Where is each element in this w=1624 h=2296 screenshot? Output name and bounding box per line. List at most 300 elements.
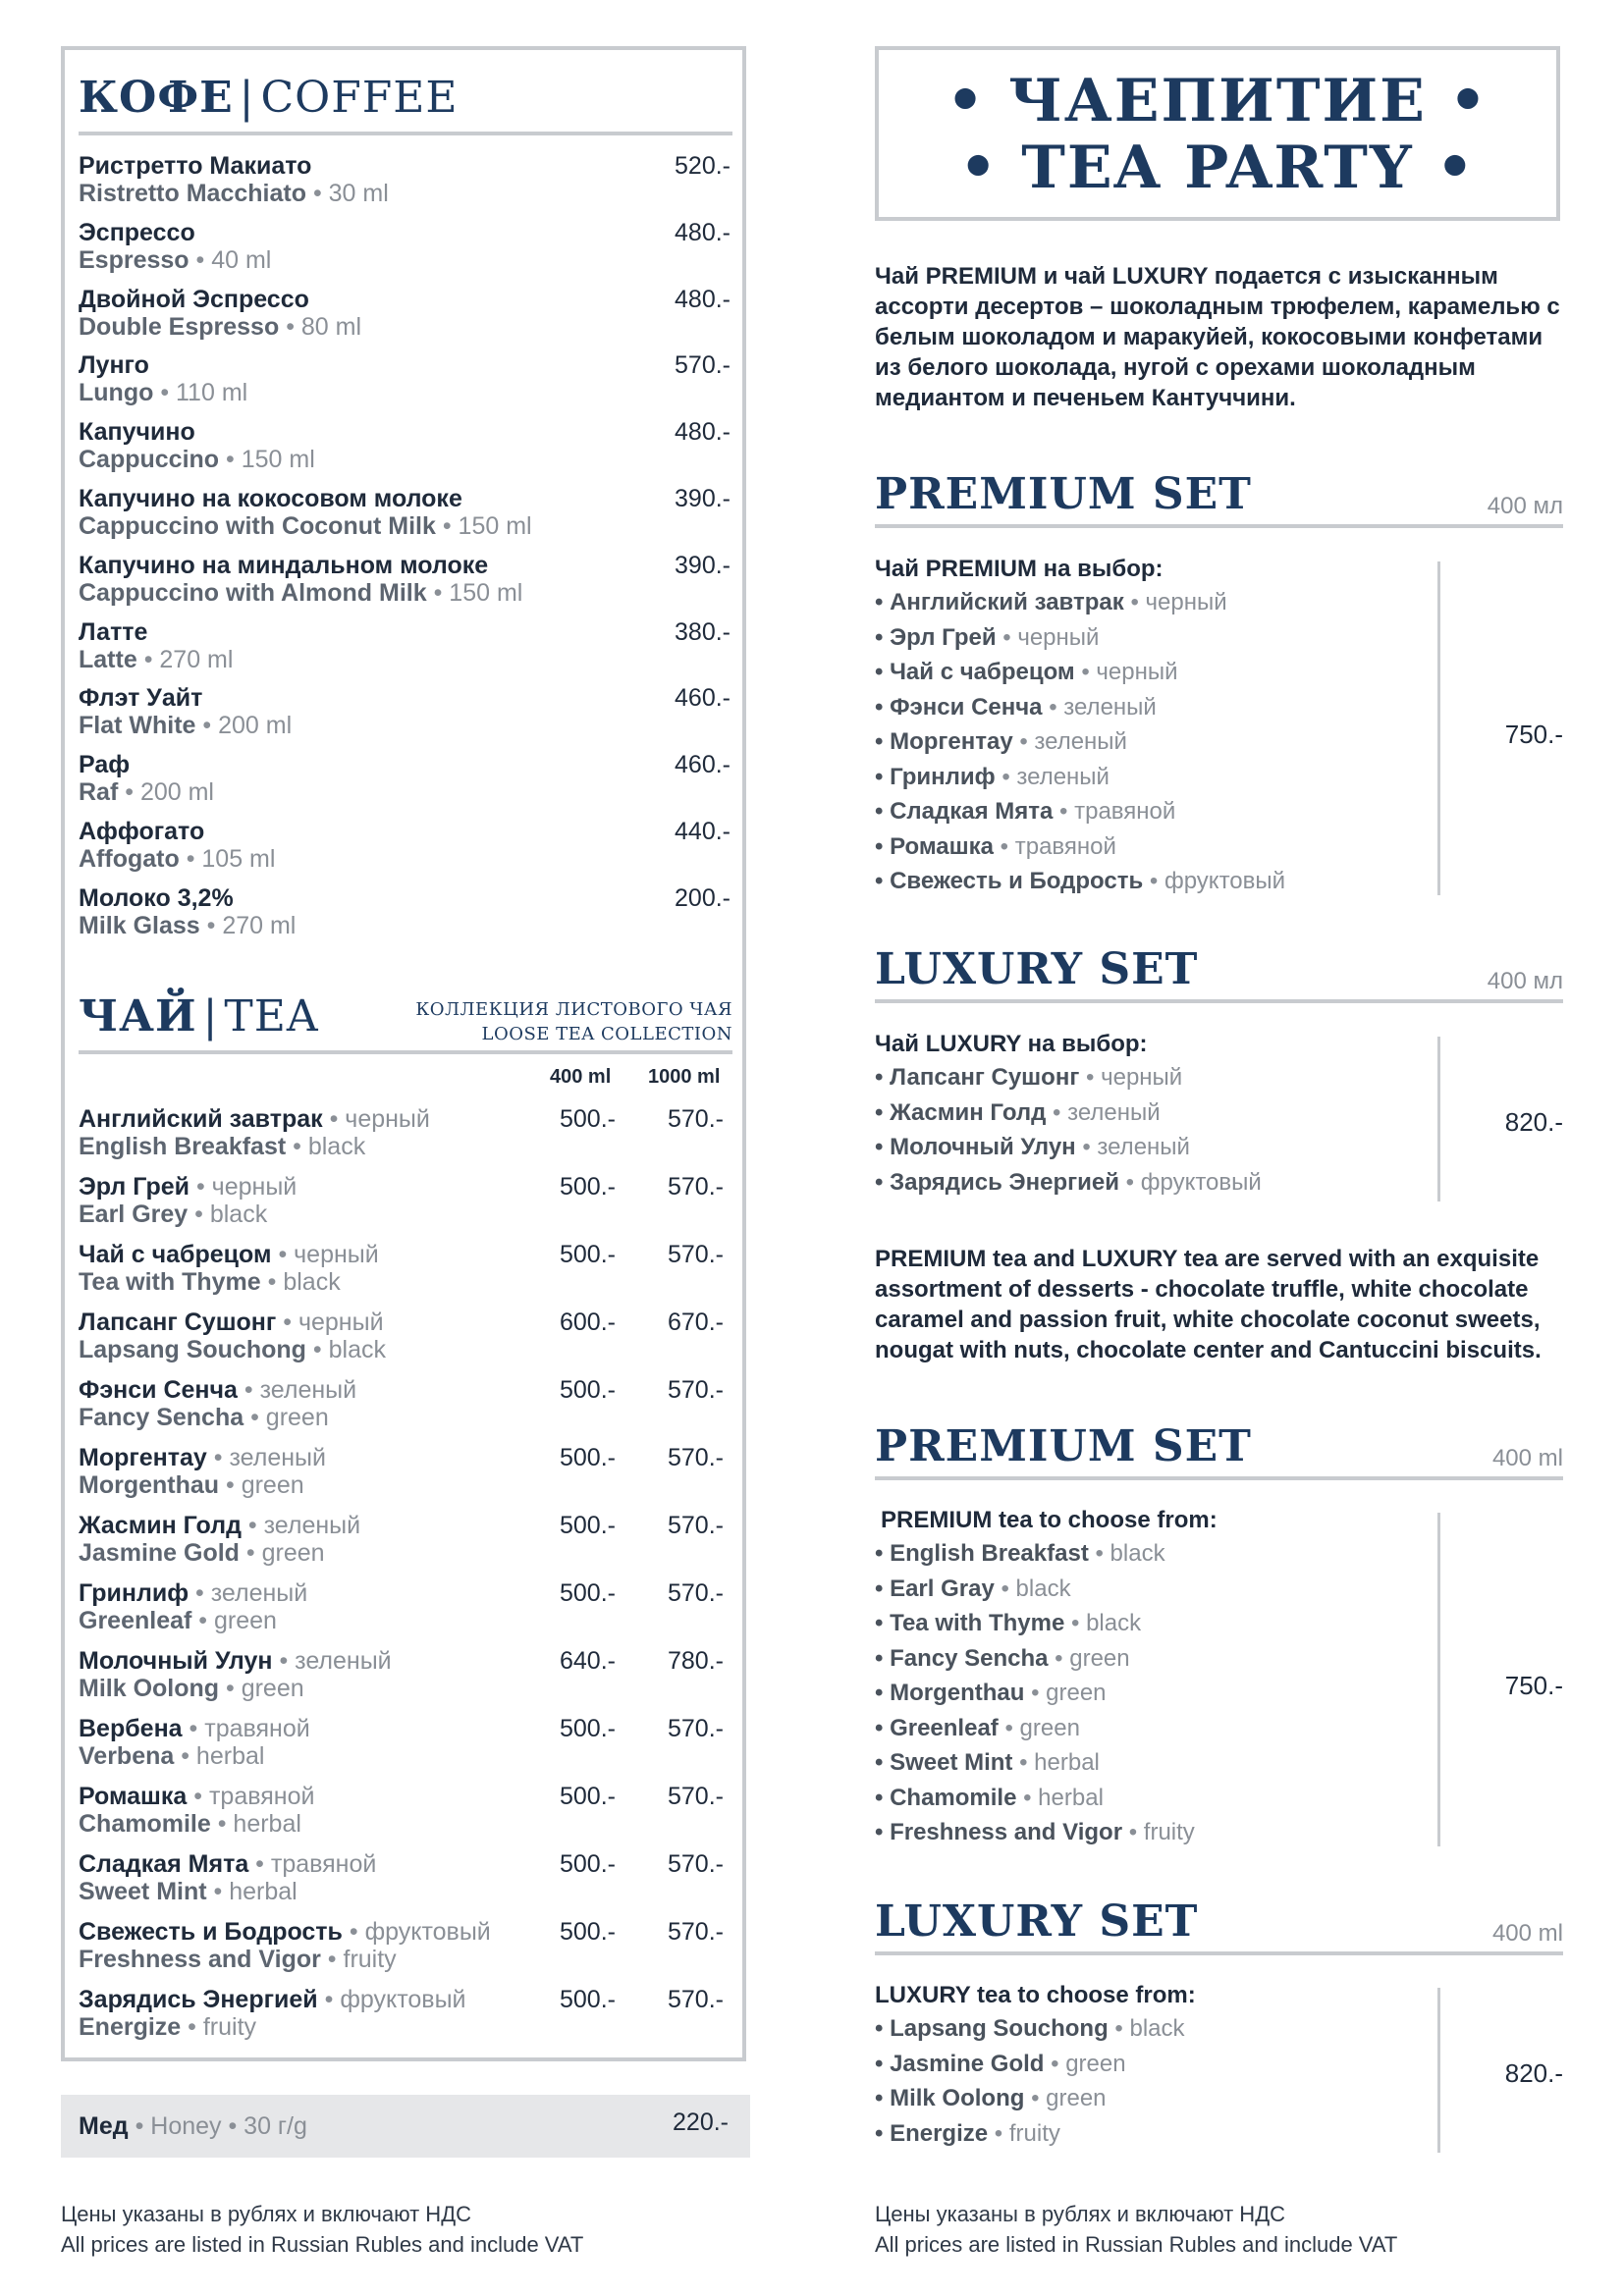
tea-item-ru <box>79 1647 392 1676</box>
coffee-item-price: 390.- <box>675 485 731 512</box>
honey-row <box>61 2095 750 2158</box>
tea-item-en-kind: • green <box>226 1471 304 1499</box>
coffee-item-en <box>79 579 522 608</box>
coffee-item-en-name: Cappuccino <box>79 446 220 473</box>
set-option-kind: • черный <box>1081 659 1178 685</box>
tea-item-price-400: 500.- <box>560 1715 616 1742</box>
set-option-name: • Фэнси Сенча <box>875 694 1043 721</box>
tea-item-ru-kind: • фруктовый <box>324 1986 466 2013</box>
coffee-item-ru: Эспрессо <box>79 219 195 246</box>
tea-item <box>79 1105 731 1172</box>
tea-item <box>79 1241 731 1308</box>
set-option-kind: • травяной <box>1059 798 1176 825</box>
coffee-item-price: 480.- <box>675 418 731 446</box>
coffee-item-volume: • 40 ml <box>195 246 272 274</box>
coffee-item-en <box>79 512 532 541</box>
tea-item-ru <box>79 1918 491 1947</box>
set-option-kind: • зеленый <box>1001 764 1110 790</box>
tea-item-en-kind: • herbal <box>217 1810 301 1838</box>
premium-set-en-rule <box>875 1476 1563 1480</box>
tea-item-en-kind: • fruity <box>327 1946 397 1973</box>
tea-item-ru-kind: • зеленый <box>213 1444 326 1471</box>
luxury-set-en-volume: 400 ml <box>1491 1920 1563 1947</box>
luxury-set-ru-volume: 400 мл <box>1487 968 1563 994</box>
tea-item-price-400: 500.- <box>560 1376 616 1404</box>
set-option-name: • Sweet Mint <box>875 1749 1013 1776</box>
tea-item-ru-kind: • зеленый <box>195 1579 308 1607</box>
set-option-name: • Freshness and Vigor <box>875 1819 1123 1845</box>
coffee-item-en-name: Flat White <box>79 712 196 739</box>
coffee-item-en-name: Latte <box>79 646 137 673</box>
tea-item-price-1000: 570.- <box>668 1105 724 1133</box>
honey-name-ru: Мед <box>79 2112 129 2140</box>
coffee-item <box>79 219 731 286</box>
coffee-item-price: 520.- <box>675 152 731 180</box>
coffee-item-ru: Аффогато <box>79 818 205 845</box>
tea-item-en-name: Sweet Mint <box>79 1878 207 1905</box>
tea-item-ru-kind: • травяной <box>255 1850 377 1878</box>
set-option <box>875 1819 1195 1846</box>
set-option <box>875 1680 1107 1707</box>
coffee-item-ru: Раф <box>79 751 131 778</box>
set-option <box>875 2120 1060 2148</box>
tea-item-price-1000: 570.- <box>668 1173 724 1201</box>
tea-item-en-kind: • black <box>267 1268 341 1296</box>
luxury-set-ru-divider <box>1437 1037 1440 1201</box>
set-option <box>875 2051 1126 2078</box>
coffee-item-en-name: Double Espresso <box>79 313 280 341</box>
tea-item-ru-kind: • черный <box>195 1173 298 1201</box>
set-option-name: • Зарядись Энергией <box>875 1169 1119 1196</box>
tea-item <box>79 1647 731 1714</box>
tea-item-ru <box>79 1444 326 1472</box>
coffee-item <box>79 152 731 219</box>
set-option-kind: • черный <box>1086 1064 1183 1091</box>
coffee-item-ru: Латте <box>79 618 148 646</box>
set-option-kind: • черный <box>1130 589 1227 615</box>
tea-item-en <box>79 1404 329 1432</box>
tea-item-en-kind: • black <box>194 1201 268 1228</box>
set-option-name: • Сладкая Мята <box>875 798 1054 825</box>
tea-item-en-name: Lapsang Souchong <box>79 1336 306 1363</box>
tea-column-1000: 1000 ml <box>648 1066 721 1088</box>
coffee-item-price: 460.- <box>675 684 731 712</box>
coffee-item-en <box>79 180 389 208</box>
set-option-kind: • зеленый <box>1019 728 1127 755</box>
set-option-kind: • fruity <box>994 2120 1060 2147</box>
set-option-kind: • green <box>1004 1715 1080 1741</box>
tea-item-price-400: 500.- <box>560 1783 616 1810</box>
set-option <box>875 1785 1104 1812</box>
tea-item-price-400: 500.- <box>560 1579 616 1607</box>
set-option-kind: • black <box>1095 1540 1165 1567</box>
tea-party-title-box <box>875 46 1560 221</box>
tea-item-en-name: Milk Oolong <box>79 1675 220 1702</box>
tea-item-en-kind: • fruity <box>188 2013 257 2041</box>
tea-party-intro-ru: Чай PREMIUM и чай LUXURY подается с изысканным ассорти десертов – шоколадным трюфелем, карамелью с белым шоколадом и маракуйей, кокосовыми конфетами из белого шоколада, нугой с орехами шоколадным медиантом и печеньем Кантуччини. <box>875 263 1560 411</box>
set-option <box>875 659 1178 686</box>
tea-item-price-400: 500.- <box>560 1850 616 1878</box>
coffee-item-volume: • 150 ml <box>442 512 532 540</box>
coffee-item <box>79 684 731 751</box>
tea-heading-rule <box>79 1050 732 1054</box>
tea-item-en-name: Greenleaf <box>79 1607 192 1634</box>
tea-item-en <box>79 1471 304 1500</box>
tea-party-title-ru: • ЧАЕПИТИЕ • <box>946 67 1489 135</box>
coffee-heading <box>79 73 459 123</box>
tea-item-price-1000: 570.- <box>668 1444 724 1471</box>
set-option-name: • Greenleaf <box>875 1715 999 1741</box>
tea-item-ru-name: Гринлиф <box>79 1579 189 1607</box>
tea-item-price-1000: 780.- <box>668 1647 724 1675</box>
tea-item-price-1000: 570.- <box>668 1512 724 1539</box>
coffee-heading-separator: | <box>239 73 255 123</box>
tea-column-400: 400 ml <box>550 1066 612 1088</box>
tea-item-en <box>79 2013 256 2042</box>
tea-item-en <box>79 1878 298 1906</box>
set-option-name: • Chamomile <box>875 1785 1017 1811</box>
set-option-name: • English Breakfast <box>875 1540 1089 1567</box>
set-option-name: • Fancy Sencha <box>875 1645 1049 1672</box>
coffee-item-en-name: Raf <box>79 778 119 806</box>
tea-item-price-400: 500.- <box>560 1173 616 1201</box>
tea-item-price-1000: 570.- <box>668 1783 724 1810</box>
tea-item-en-name: Fancy Sencha <box>79 1404 244 1431</box>
tea-item-en-kind: • green <box>245 1539 325 1567</box>
tea-item-en <box>79 1810 301 1839</box>
tea-item-price-400: 500.- <box>560 1105 616 1133</box>
coffee-item-en <box>79 246 271 275</box>
tea-item-ru-kind: • черный <box>278 1241 379 1268</box>
premium-set-en-volume: 400 ml <box>1491 1445 1563 1471</box>
coffee-item-en <box>79 379 247 407</box>
tea-item-en <box>79 1268 341 1297</box>
tea-item-price-1000: 570.- <box>668 1579 724 1607</box>
tea-item-en <box>79 1539 325 1568</box>
tea-item-ru-kind: • зеленый <box>279 1647 392 1675</box>
tea-item-price-400: 500.- <box>560 1444 616 1471</box>
set-option <box>875 1749 1100 1777</box>
tea-item-ru <box>79 1986 466 2014</box>
coffee-item-en <box>79 712 292 740</box>
tea-item-en <box>79 1201 267 1229</box>
coffee-item-en <box>79 313 361 342</box>
set-option-name: • Lapsang Souchong <box>875 2015 1109 2042</box>
tea-item <box>79 1512 731 1578</box>
coffee-item-en-name: Affogato <box>79 845 180 873</box>
tea-item-price-400: 500.- <box>560 1918 616 1946</box>
tea-item-ru <box>79 1715 310 1743</box>
tea-item-ru-name: Английский завтрак <box>79 1105 323 1133</box>
coffee-item-volume: • 80 ml <box>286 313 362 341</box>
tea-item-ru-name: Моргентау <box>79 1444 207 1471</box>
luxury-set-ru-price: 820.- <box>1504 1107 1563 1137</box>
tea-item-en-name: Morgenthau <box>79 1471 220 1499</box>
tea-item <box>79 1715 731 1782</box>
coffee-item-en-name: Cappuccino with Almond Milk <box>79 579 427 607</box>
honey-price: 220.- <box>673 2109 729 2136</box>
tea-heading-en: TEA <box>224 991 319 1041</box>
footer-left-ru: Цены указаны в рублях и включают НДС <box>61 2202 471 2226</box>
coffee-item-ru: Двойной Эспрессо <box>79 286 309 313</box>
coffee-item-ru: Флэт Уайт <box>79 684 203 712</box>
coffee-item-en <box>79 646 233 674</box>
set-option <box>875 798 1175 826</box>
coffee-item <box>79 818 731 884</box>
set-option-name: • Energize <box>875 2120 989 2147</box>
tea-item-ru <box>79 1783 314 1811</box>
set-option-name: • Earl Gray <box>875 1575 995 1602</box>
set-option <box>875 1099 1161 1127</box>
tea-item <box>79 1986 731 2053</box>
premium-set-en-divider <box>1437 1513 1440 1846</box>
set-option-kind: • black <box>1071 1610 1142 1636</box>
luxury-set-en-choose: LUXURY tea to choose from: <box>875 1982 1196 2008</box>
tea-party-title-en: • TEA PARTY • <box>959 133 1476 202</box>
footer-right-ru: Цены указаны в рублях и включают НДС <box>875 2202 1285 2226</box>
tea-item-en-name: Chamomile <box>79 1810 211 1838</box>
coffee-item-price: 460.- <box>675 751 731 778</box>
luxury-set-en-price: 820.- <box>1504 2058 1563 2088</box>
tea-item-price-1000: 670.- <box>668 1308 724 1336</box>
coffee-item-price: 380.- <box>675 618 731 646</box>
set-option-kind: • green <box>1051 2051 1126 2077</box>
tea-item <box>79 1308 731 1375</box>
set-option <box>875 589 1227 616</box>
tea-item-en-name: Verbena <box>79 1742 175 1770</box>
set-option-name: • Жасмин Голд <box>875 1099 1047 1126</box>
coffee-item-ru: Ристретто Макиато <box>79 152 312 180</box>
tea-item-en-kind: • black <box>293 1133 366 1160</box>
coffee-item <box>79 485 731 552</box>
set-option <box>875 764 1110 791</box>
tea-item-ru-name: Ромашка <box>79 1783 188 1810</box>
set-option-kind: • черный <box>1002 624 1100 651</box>
tea-item-en <box>79 1946 397 1974</box>
coffee-item <box>79 418 731 485</box>
tea-item <box>79 1918 731 1985</box>
set-option-name: • Jasmine Gold <box>875 2051 1045 2077</box>
set-option-kind: • herbal <box>1019 1749 1100 1776</box>
tea-collection-ru: КОЛЛЕКЦИЯ ЛИСТОВОГО ЧАЯ <box>415 999 732 1020</box>
tea-item-en-kind: • herbal <box>213 1878 298 1905</box>
set-option-kind: • фруктовый <box>1125 1169 1262 1196</box>
set-option-kind: • green <box>1031 2085 1107 2111</box>
set-option-name: • Английский завтрак <box>875 589 1124 615</box>
tea-item-ru-name: Сладкая Мята <box>79 1850 249 1878</box>
tea-collection-en: LOOSE TEA COLLECTION <box>481 1024 732 1044</box>
set-option <box>875 2015 1185 2043</box>
coffee-item-ru: Молоко 3,2% <box>79 884 234 912</box>
tea-item-ru-kind: • черный <box>283 1308 384 1336</box>
coffee-item-en-name: Espresso <box>79 246 189 274</box>
tea-item-price-1000: 570.- <box>668 1241 724 1268</box>
tea-item-price-1000: 570.- <box>668 1986 724 2013</box>
set-option <box>875 1540 1165 1568</box>
set-option-kind: • зеленый <box>1049 694 1157 721</box>
coffee-item-volume: • 270 ml <box>206 912 297 939</box>
coffee-item-price: 200.- <box>675 884 731 912</box>
premium-set-ru-price: 750.- <box>1504 720 1563 749</box>
set-option <box>875 1715 1080 1742</box>
tea-item-ru-name: Лапсанг Сушонг <box>79 1308 277 1336</box>
premium-set-en-price: 750.- <box>1504 1671 1563 1700</box>
tea-item-en-name: Energize <box>79 2013 182 2041</box>
set-option <box>875 624 1099 652</box>
set-option-name: • Эрл Грей <box>875 624 997 651</box>
coffee-item-en <box>79 845 275 874</box>
tea-party-intro-en: PREMIUM tea and LUXURY tea are served with an exquisite assortment of desserts - chocolate truffle, white chocolate caramel and passion fruit, white chocolate coconut sweets, nougat with nuts, chocolate center and Cantuccini biscuits. <box>875 1246 1542 1363</box>
tea-item-en-name: Freshness and Vigor <box>79 1946 321 1973</box>
set-option <box>875 2085 1107 2112</box>
tea-item-en-kind: • black <box>312 1336 386 1363</box>
tea-item-en-name: English Breakfast <box>79 1133 287 1160</box>
set-option-kind: • green <box>1055 1645 1130 1672</box>
coffee-item-volume: • 270 ml <box>143 646 234 673</box>
coffee-item <box>79 751 731 818</box>
tea-item-price-400: 500.- <box>560 1241 616 1268</box>
coffee-item-en-name: Ristretto Macchiato <box>79 180 306 207</box>
tea-item-ru <box>79 1173 297 1201</box>
set-option-kind: • black <box>1114 2015 1185 2042</box>
coffee-item <box>79 351 731 418</box>
tea-item-ru-name: Вербена <box>79 1715 183 1742</box>
set-option <box>875 833 1116 861</box>
coffee-item-en-name: Cappuccino with Coconut Milk <box>79 512 436 540</box>
premium-set-ru-choose: Чай PREMIUM на выбор: <box>875 556 1164 582</box>
tea-item-price-1000: 570.- <box>668 1376 724 1404</box>
set-option-name: • Morgenthau <box>875 1680 1025 1706</box>
set-option-name: • Молочный Улун <box>875 1134 1076 1160</box>
tea-item-price-400: 500.- <box>560 1986 616 2013</box>
tea-item-ru <box>79 1105 430 1134</box>
coffee-item-ru: Капучино <box>79 418 195 446</box>
tea-item-price-400: 640.- <box>560 1647 616 1675</box>
coffee-item-volume: • 150 ml <box>433 579 523 607</box>
tea-item-price-1000: 570.- <box>668 1715 724 1742</box>
premium-set-ru-title: PREMIUM SET <box>875 469 1252 519</box>
set-option <box>875 1169 1262 1197</box>
premium-set-ru-volume: 400 мл <box>1487 493 1563 519</box>
set-option <box>875 1575 1071 1603</box>
tea-item-ru-name: Эрл Грей <box>79 1173 190 1201</box>
tea-item-ru-name: Фэнси Сенча <box>79 1376 238 1404</box>
tea-item-ru-name: Чай с чабрецом <box>79 1241 272 1268</box>
tea-item-ru-kind: • фруктовый <box>349 1918 491 1946</box>
set-option-kind: • травяной <box>1000 833 1116 860</box>
tea-item-ru <box>79 1579 307 1608</box>
tea-item <box>79 1444 731 1511</box>
premium-set-en-title: PREMIUM SET <box>875 1421 1252 1471</box>
honey-detail: • Honey • 30 г/g <box>135 2112 307 2140</box>
luxury-set-en-divider <box>1437 1988 1440 2153</box>
tea-item-ru <box>79 1376 356 1405</box>
tea-item-en <box>79 1742 264 1771</box>
set-option-kind: • herbal <box>1023 1785 1104 1811</box>
coffee-item-en-name: Lungo <box>79 379 154 406</box>
tea-item-en <box>79 1675 304 1703</box>
tea-item-en-kind: • green <box>198 1607 277 1634</box>
coffee-item-price: 440.- <box>675 818 731 845</box>
tea-item-price-1000: 570.- <box>668 1918 724 1946</box>
set-option-name: • Чай с чабрецом <box>875 659 1075 685</box>
tea-item-ru-name: Свежесть и Бодрость <box>79 1918 343 1946</box>
coffee-item-ru: Капучино на кокосовом молоке <box>79 485 462 512</box>
coffee-item-price: 480.- <box>675 286 731 313</box>
tea-item-en-name: Earl Grey <box>79 1201 189 1228</box>
set-option-name: • Tea with Thyme <box>875 1610 1065 1636</box>
tea-item-en <box>79 1336 386 1364</box>
tea-item-ru-kind: • травяной <box>193 1783 315 1810</box>
set-option-name: • Milk Oolong <box>875 2085 1025 2111</box>
coffee-item-ru: Лунго <box>79 351 149 379</box>
tea-item-en-kind: • green <box>226 1675 304 1702</box>
coffee-item-en-name: Milk Glass <box>79 912 200 939</box>
coffee-item <box>79 884 731 951</box>
coffee-item-volume: • 200 ml <box>202 712 293 739</box>
premium-set-ru-rule <box>875 524 1563 528</box>
tea-item-en-name: Tea with Thyme <box>79 1268 261 1296</box>
coffee-item-volume: • 200 ml <box>125 778 214 806</box>
set-option-name: • Лапсанг Сушонг <box>875 1064 1080 1091</box>
coffee-item <box>79 552 731 618</box>
tea-item-ru-kind: • зеленый <box>244 1376 357 1404</box>
coffee-item-volume: • 105 ml <box>186 845 276 873</box>
set-option <box>875 694 1157 721</box>
coffee-item <box>79 618 731 685</box>
tea-item-ru <box>79 1241 379 1269</box>
tea-item-ru <box>79 1850 376 1879</box>
tea-item-ru-name: Молочный Улун <box>79 1647 273 1675</box>
coffee-item <box>79 286 731 352</box>
coffee-heading-ru: КОФЕ <box>79 73 234 123</box>
coffee-heading-rule <box>79 132 732 135</box>
tea-item-en-kind: • green <box>250 1404 329 1431</box>
tea-item <box>79 1376 731 1443</box>
tea-item <box>79 1173 731 1240</box>
premium-set-en-choose: PREMIUM tea to choose from: <box>881 1507 1218 1533</box>
tea-item-ru-name: Зарядись Энергией <box>79 1986 318 2013</box>
coffee-item-en <box>79 912 296 940</box>
set-option <box>875 1645 1130 1673</box>
coffee-item-price: 480.- <box>675 219 731 246</box>
footer-left-en: All prices are listed in Russian Rubles and include VAT <box>61 2232 584 2257</box>
set-option-kind: • black <box>1001 1575 1071 1602</box>
footer-right-en: All prices are listed in Russian Rubles and include VAT <box>875 2232 1398 2257</box>
set-option-kind: • зеленый <box>1053 1099 1161 1126</box>
tea-item <box>79 1783 731 1849</box>
tea-item <box>79 1579 731 1646</box>
footer-left <box>61 2199 583 2260</box>
set-option <box>875 728 1127 756</box>
set-option-name: • Моргентау <box>875 728 1013 755</box>
tea-heading-separator: | <box>202 991 219 1041</box>
set-option-kind: • фруктовый <box>1149 868 1286 894</box>
set-option-name: • Свежесть и Бодрость <box>875 868 1144 894</box>
coffee-item-en <box>79 446 315 474</box>
set-option <box>875 1134 1190 1161</box>
tea-item-price-400: 600.- <box>560 1308 616 1336</box>
coffee-item-price: 570.- <box>675 351 731 379</box>
coffee-heading-en: COFFEE <box>260 73 459 123</box>
set-option-kind: • зеленый <box>1082 1134 1190 1160</box>
tea-item-en <box>79 1607 277 1635</box>
coffee-item-price: 390.- <box>675 552 731 579</box>
tea-item-ru <box>79 1308 384 1337</box>
set-option-kind: • fruity <box>1128 1819 1195 1845</box>
footer-right <box>875 2199 1397 2260</box>
set-option <box>875 868 1285 895</box>
